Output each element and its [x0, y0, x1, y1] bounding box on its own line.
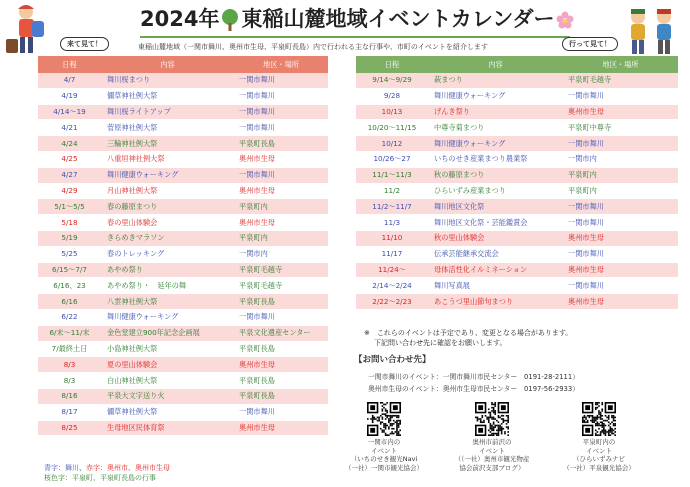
event-name: 舞川健康ウォーキング — [428, 88, 563, 104]
event-date: 6/22 — [38, 309, 101, 325]
event-place: 一関市舞川 — [563, 215, 678, 231]
table-row — [38, 167, 328, 183]
event-date: 4/27 — [38, 167, 101, 183]
event-name: 八重垣神社例大祭 — [101, 151, 234, 167]
event-place: 平泉町長島 — [234, 136, 328, 152]
event-place: 一関市舞川 — [563, 246, 678, 262]
event-name: 菅原神社例大祭 — [101, 120, 234, 136]
event-date: 10/12 — [356, 136, 428, 152]
event-date: 11/10 — [356, 230, 428, 246]
event-name: 舞川健康ウォーキング — [101, 167, 234, 183]
event-date: 11/17 — [356, 246, 428, 262]
event-date: 4/29 — [38, 183, 101, 199]
event-date: 11/24～ — [356, 262, 428, 278]
event-date: 5/18 — [38, 215, 101, 231]
event-name: ひらいずみ産業まつり — [428, 183, 563, 199]
event-place: 奥州市生母 — [563, 104, 678, 120]
event-name: 秋の里山体験会 — [428, 230, 563, 246]
event-name: 舞川桜まつり — [101, 73, 234, 88]
qr-code-ichinoseki[interactable] — [367, 402, 401, 436]
event-place: 一関市舞川 — [234, 167, 328, 183]
title-year: 2024年 — [140, 7, 220, 31]
event-place: 奥州市生母 — [234, 420, 328, 436]
event-name: げんき祭り — [428, 104, 563, 120]
event-place: 平泉町長島 — [234, 373, 328, 389]
qr-code-maesawa[interactable] — [475, 402, 509, 436]
event-date: 9/14～9/29 — [356, 73, 428, 88]
event-name: 夏の里山体験会 — [101, 357, 234, 373]
table-row — [38, 230, 328, 246]
event-name: 舞川写真展 — [428, 278, 563, 294]
event-place: 一関市舞川 — [563, 199, 678, 215]
event-name: 三輪神社例大祭 — [101, 136, 234, 152]
event-name: きらめきマラソン — [101, 230, 234, 246]
event-date: 5/25 — [38, 246, 101, 262]
event-date: 6/16 — [38, 294, 101, 310]
table-row — [38, 151, 328, 167]
event-place: 平泉町毛越寺 — [563, 73, 678, 88]
event-date: 4/24 — [38, 136, 101, 152]
event-date: 4/7 — [38, 73, 101, 88]
event-place: 奥州市生母 — [234, 215, 328, 231]
table-row — [38, 341, 328, 357]
table-row — [356, 73, 678, 88]
contact-heading: 【お問い合わせ先】 — [354, 355, 431, 365]
table-row — [38, 420, 328, 436]
note-line-2: 下記問い合わせ先に確認をお願いします。 — [374, 339, 507, 347]
event-name: 春の藤原まつり — [101, 199, 234, 215]
event-place: 奥州市生母 — [234, 183, 328, 199]
table-row — [356, 183, 678, 199]
event-place: 一関市舞川 — [234, 104, 328, 120]
left-calendar-table — [38, 56, 328, 436]
contact-maikawa: 一関市舞川のイベント：一関市舞川市民センター 0191-28-2111） — [368, 373, 580, 381]
event-date: 6/末～11/末 — [38, 325, 101, 341]
event-place: 平泉町内 — [563, 183, 678, 199]
event-date: 6/16、23 — [38, 278, 101, 294]
qr-caption-maesawa: 奥州市前沢の イベント （（一社）奥州市観光物産 協会前沢支部ブログ） — [454, 438, 530, 472]
event-name: 舞川健康ウォーキング — [101, 309, 234, 325]
event-place: 平泉町中尊寺 — [563, 120, 678, 136]
event-date: 8/16 — [38, 388, 101, 404]
event-date: 9/28 — [356, 88, 428, 104]
event-place: 平泉町長島 — [234, 294, 328, 310]
event-place: 一関市舞川 — [563, 88, 678, 104]
event-place: 平泉町内 — [563, 167, 678, 183]
event-name: 萩まつり — [428, 73, 563, 88]
event-name: 八雲神社例大祭 — [101, 294, 234, 310]
event-name: 白山神社例大祭 — [101, 373, 234, 389]
event-date: 5/19 — [38, 230, 101, 246]
event-name: 月山神社例大祭 — [101, 183, 234, 199]
event-name: 生母地区民体育祭 — [101, 420, 234, 436]
event-date: 11/2～11/7 — [356, 199, 428, 215]
table-row — [356, 294, 678, 310]
note-line-1: ※ これらのイベントは予定であり、変更となる場合があります。 — [364, 329, 573, 337]
event-place: 奥州市生母 — [563, 230, 678, 246]
event-date: 4/21 — [38, 120, 101, 136]
event-place: 平泉文化遺産センター — [234, 325, 328, 341]
event-place: 平泉町長島 — [234, 341, 328, 357]
event-name: 金色堂建立900年記念企画展 — [101, 325, 234, 341]
table-row — [38, 404, 328, 420]
event-name: 春のトレッキング — [101, 246, 234, 262]
header-event: 内容 — [101, 56, 234, 73]
table-row — [356, 151, 678, 167]
event-date: 8/25 — [38, 420, 101, 436]
event-place: 平泉町内 — [234, 230, 328, 246]
event-place: 一関市舞川 — [234, 120, 328, 136]
right-calendar-table — [356, 56, 678, 310]
table-row — [38, 388, 328, 404]
table-header-row — [356, 56, 678, 73]
table-row — [356, 262, 678, 278]
event-place: 平泉町毛越寺 — [234, 262, 328, 278]
event-name: あやめ祭り — [101, 262, 234, 278]
event-date: 5/1～5/5 — [38, 199, 101, 215]
table-row — [38, 373, 328, 389]
table-row — [38, 309, 328, 325]
event-name: 舞川桜ライトアップ — [101, 104, 234, 120]
subtitle: 東稲山麓地域（一関市舞川、奥州市生母、平泉町長島）内で行われる主な行事や、市町のイベントを紹介します — [138, 43, 488, 51]
hikers-right-icon — [620, 3, 686, 61]
table-row — [356, 136, 678, 152]
event-date: 8/17 — [38, 404, 101, 420]
table-row — [38, 325, 328, 341]
event-date: 10/26～27 — [356, 151, 428, 167]
title-main: 東稲山麓地域イベントカレンダー — [241, 7, 555, 31]
table-row — [356, 88, 678, 104]
header-place: 地区・場所 — [234, 56, 328, 73]
event-name: 平泉大文字送り火 — [101, 388, 234, 404]
event-name: あやめ祭り・ 延年の舞 — [101, 278, 234, 294]
table-row — [38, 262, 328, 278]
event-place: 奥州市生母 — [234, 357, 328, 373]
legend-pink: 桜色字：平泉町、平泉町長島の行事 — [44, 474, 156, 482]
event-date: 11/3 — [356, 215, 428, 231]
event-place: 奥州市生母 — [563, 262, 678, 278]
event-place: 平泉町毛越寺 — [234, 278, 328, 294]
event-date: 7/最終土日 — [38, 341, 101, 357]
table-row — [38, 136, 328, 152]
table-row — [38, 246, 328, 262]
table-row — [356, 246, 678, 262]
event-name: あこうづ里山節句まつり — [428, 294, 563, 310]
event-name: 母体活性化イルミネーション — [428, 262, 563, 278]
event-date: 6/15～7/7 — [38, 262, 101, 278]
event-date: 10/13 — [356, 104, 428, 120]
table-row — [356, 278, 678, 294]
legend-blue: 青字：舞川 — [44, 464, 79, 472]
event-place: 平泉町長島 — [234, 388, 328, 404]
schedule-note — [364, 328, 684, 348]
header-date: 日程 — [356, 56, 428, 73]
event-date: 4/25 — [38, 151, 101, 167]
contact-ubo: 奥州市生母のイベント：奥州市生母市民センター 0197-56-2933） — [368, 385, 580, 393]
table-row — [38, 357, 328, 373]
event-place: 一関市内 — [234, 246, 328, 262]
event-date: 4/19 — [38, 88, 101, 104]
traveler-left-icon — [2, 3, 52, 61]
event-date: 8/3 — [38, 373, 101, 389]
event-place: 一関市舞川 — [234, 73, 328, 88]
table-row — [38, 88, 328, 104]
event-place: 一関市舞川 — [563, 136, 678, 152]
come-see-bubble: 来て見て！ — [60, 37, 109, 51]
event-name: いちのせき産業まつり農業祭 — [428, 151, 563, 167]
tree-icon — [221, 9, 239, 31]
table-header-row — [38, 56, 328, 73]
legend-separator: 、 — [79, 464, 86, 472]
event-date: 4/14～19 — [38, 104, 101, 120]
event-date: 2/22～2/23 — [356, 294, 428, 310]
table-row — [356, 215, 678, 231]
table-row — [38, 120, 328, 136]
event-name: 舞川地区文化祭 — [428, 199, 563, 215]
header-place: 地区・場所 — [563, 56, 678, 73]
event-name: 儞草神社例大祭 — [101, 404, 234, 420]
event-name: 舞川地区文化祭・芸能鑑賞会 — [428, 215, 563, 231]
event-date: 8/3 — [38, 357, 101, 373]
flower-icon — [556, 11, 574, 29]
qr-caption-ichinoseki: 一関市内の イベント （いちのせき観光Navi （一社）一関市観光協会） — [345, 438, 423, 472]
event-place: 平泉町内 — [234, 199, 328, 215]
table-row — [38, 278, 328, 294]
event-name: 春の里山体験会 — [101, 215, 234, 231]
event-name: 舞川健康ウォーキング — [428, 136, 563, 152]
event-place: 一関市舞川 — [563, 278, 678, 294]
table-row — [356, 230, 678, 246]
legend-red: 赤字：奥州市、奥州市生母 — [86, 464, 170, 472]
event-name: 中尊寺菊まつり — [428, 120, 563, 136]
color-legend — [44, 463, 170, 483]
event-name: 小島神社例大祭 — [101, 341, 234, 357]
go-see-bubble: 行って見て！ — [562, 37, 618, 51]
event-date: 11/2 — [356, 183, 428, 199]
event-place: 一関市内 — [563, 151, 678, 167]
table-row — [38, 215, 328, 231]
event-place: 一関市舞川 — [234, 309, 328, 325]
table-row — [38, 294, 328, 310]
header-date: 日程 — [38, 56, 101, 73]
event-place: 一関市舞川 — [234, 404, 328, 420]
event-name: 儞草神社例大祭 — [101, 88, 234, 104]
table-row — [38, 73, 328, 88]
table-row — [356, 167, 678, 183]
table-row — [38, 183, 328, 199]
table-row — [356, 104, 678, 120]
event-date: 2/14～2/24 — [356, 278, 428, 294]
event-date: 11/1～11/3 — [356, 167, 428, 183]
event-name: 秋の藤原まつり — [428, 167, 563, 183]
event-name: 伝承芸能継承交流会 — [428, 246, 563, 262]
table-row — [38, 104, 328, 120]
event-place: 奥州市生母 — [234, 151, 328, 167]
table-row — [356, 120, 678, 136]
table-row — [356, 199, 678, 215]
event-place: 一関市舞川 — [234, 88, 328, 104]
event-place: 奥州市生母 — [563, 294, 678, 310]
header-event: 内容 — [428, 56, 563, 73]
title-underline — [140, 36, 570, 38]
page-title — [140, 3, 570, 35]
qr-caption-hiraizumi: 平泉町内の イベント （ひらいずみナビ （一社）平泉観光協会） — [563, 438, 635, 472]
qr-code-hiraizumi[interactable] — [582, 402, 616, 436]
table-row — [38, 199, 328, 215]
event-date: 10/20～11/15 — [356, 120, 428, 136]
